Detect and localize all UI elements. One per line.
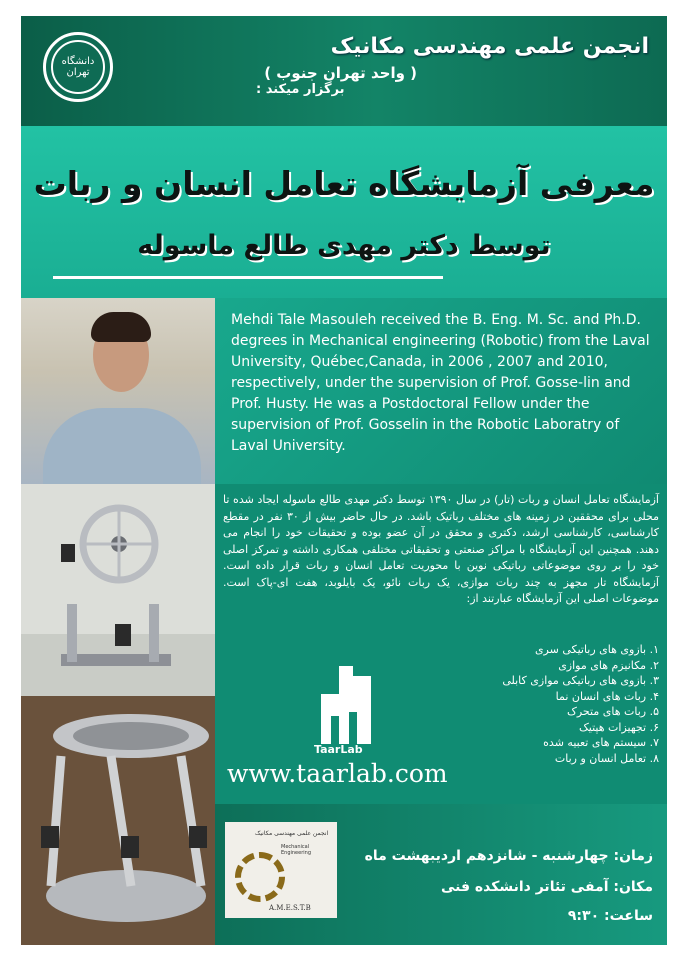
topic-item: ۲. مکانیزم های موازی	[558, 658, 659, 672]
presents-label: برگزار میکند :	[256, 82, 345, 97]
header	[21, 16, 667, 126]
topic-item: ۳. بازوی های رباتیکی موازی کابلی	[502, 674, 659, 687]
parallel-robot-illustration	[21, 696, 215, 945]
taarlab-logo-icon	[321, 666, 371, 744]
logo-text: دانشگاه تهران	[51, 40, 105, 94]
topic-item: ۱. بازوی های رباتیکی سری	[534, 643, 659, 656]
gear-icon	[235, 852, 285, 902]
title-band	[21, 126, 667, 298]
footer	[215, 804, 667, 945]
description-text: آزمایشگاه تعامل انسان و ربات (تار) در سال ۱۳۹۰ توسط دکتر مهدی طالع ماسوله ایجاد شده تا محلی برای محققین در زمینه های مختلف رباتیک باشد. در حال حاضر بیش از ۳۰ نفر در مقطع کارشناسی، کارشناسی ارشد، دکتری و محقق در آن عضو بوده و تحقیقات خود را انجام می دهند. همچنین این آزمایشگاه با مراکز صنعتی و تحقیقاتی مختلفی همکاری داشته و تمرکز اصلی خود را بر روی موضوعاتی رباتیکی نوین با محوریت تعامل انسان و ربات قرار داده است. آزمایشگاه تار مجهز به چند ربات موازی، یک ربات نائو، یک بایلوبد، هفت ای-پاک است. موضوعات اصلی این آزمایشگاه عبارتند از:	[223, 493, 659, 605]
website-link[interactable]: www.taarlab.com	[227, 759, 448, 788]
eng-logo-abbr: A.M.E.S.T.B	[269, 904, 311, 912]
event-time: زمان: چهارشنبه - شانزدهم اردیبهشت ماه	[364, 848, 653, 864]
topic-item: ۵. ربات های متحرک	[567, 705, 659, 718]
mechanical-association-logo	[225, 822, 337, 918]
association-title: انجمن علمی مهندسی مکانیک	[330, 34, 649, 59]
topics-list	[502, 642, 659, 766]
event-place: مکان: آمفی تئاتر دانشکده فنی	[440, 879, 653, 895]
topic-item: ۷. سیستم های تعبیه شده	[543, 736, 659, 749]
poster	[21, 16, 667, 945]
main-title: معرفی آزمایشگاه تعامل انسان و ربات	[33, 164, 655, 203]
eng-logo-subtitle: Mechanical Engineering	[281, 844, 311, 856]
association-subtitle: ( واحد تهران جنوب )	[264, 64, 417, 82]
speaker-hair	[91, 312, 151, 342]
taarlab-logo-name: TaarLab	[314, 743, 363, 756]
description-box	[215, 484, 667, 804]
wheel-robot-illustration	[21, 484, 215, 696]
bio-text: Mehdi Tale Masouleh received the B. Eng. M. Sc. and Ph.D. degrees in Mechanical engineering (Robotic) from the Laval University, Québec,Canada, in 2006 , 2007 and 2010, respectively, under the supervision of Prof. Gosse-lin and Prof. Husty. He was a Postdoctoral Fellow under the supervision of Prof. Gosselin in the Robotic Laboratry of Laval University.	[231, 312, 650, 454]
speaker-line: توسط دکتر مهدی طالع ماسوله	[137, 230, 551, 261]
eng-logo-title: انجمن علمی مهندسی مکانیک	[255, 830, 329, 837]
speaker-photo	[21, 298, 215, 484]
speaker-underline	[53, 276, 443, 279]
topic-item: ۴. ربات های انسان نما	[555, 689, 659, 703]
university-logo	[43, 32, 113, 102]
robot-photo-wheel	[21, 484, 215, 696]
topic-item: ۶. تجهیزات هپتیک	[578, 720, 659, 734]
robot-photo-parallel	[21, 696, 215, 945]
topic-item: ۸. تعامل انسان و ربات	[554, 751, 659, 765]
bio-box	[215, 298, 667, 484]
event-hour: ساعت: ۹:۳۰	[567, 908, 653, 924]
speaker-shirt	[43, 408, 201, 484]
